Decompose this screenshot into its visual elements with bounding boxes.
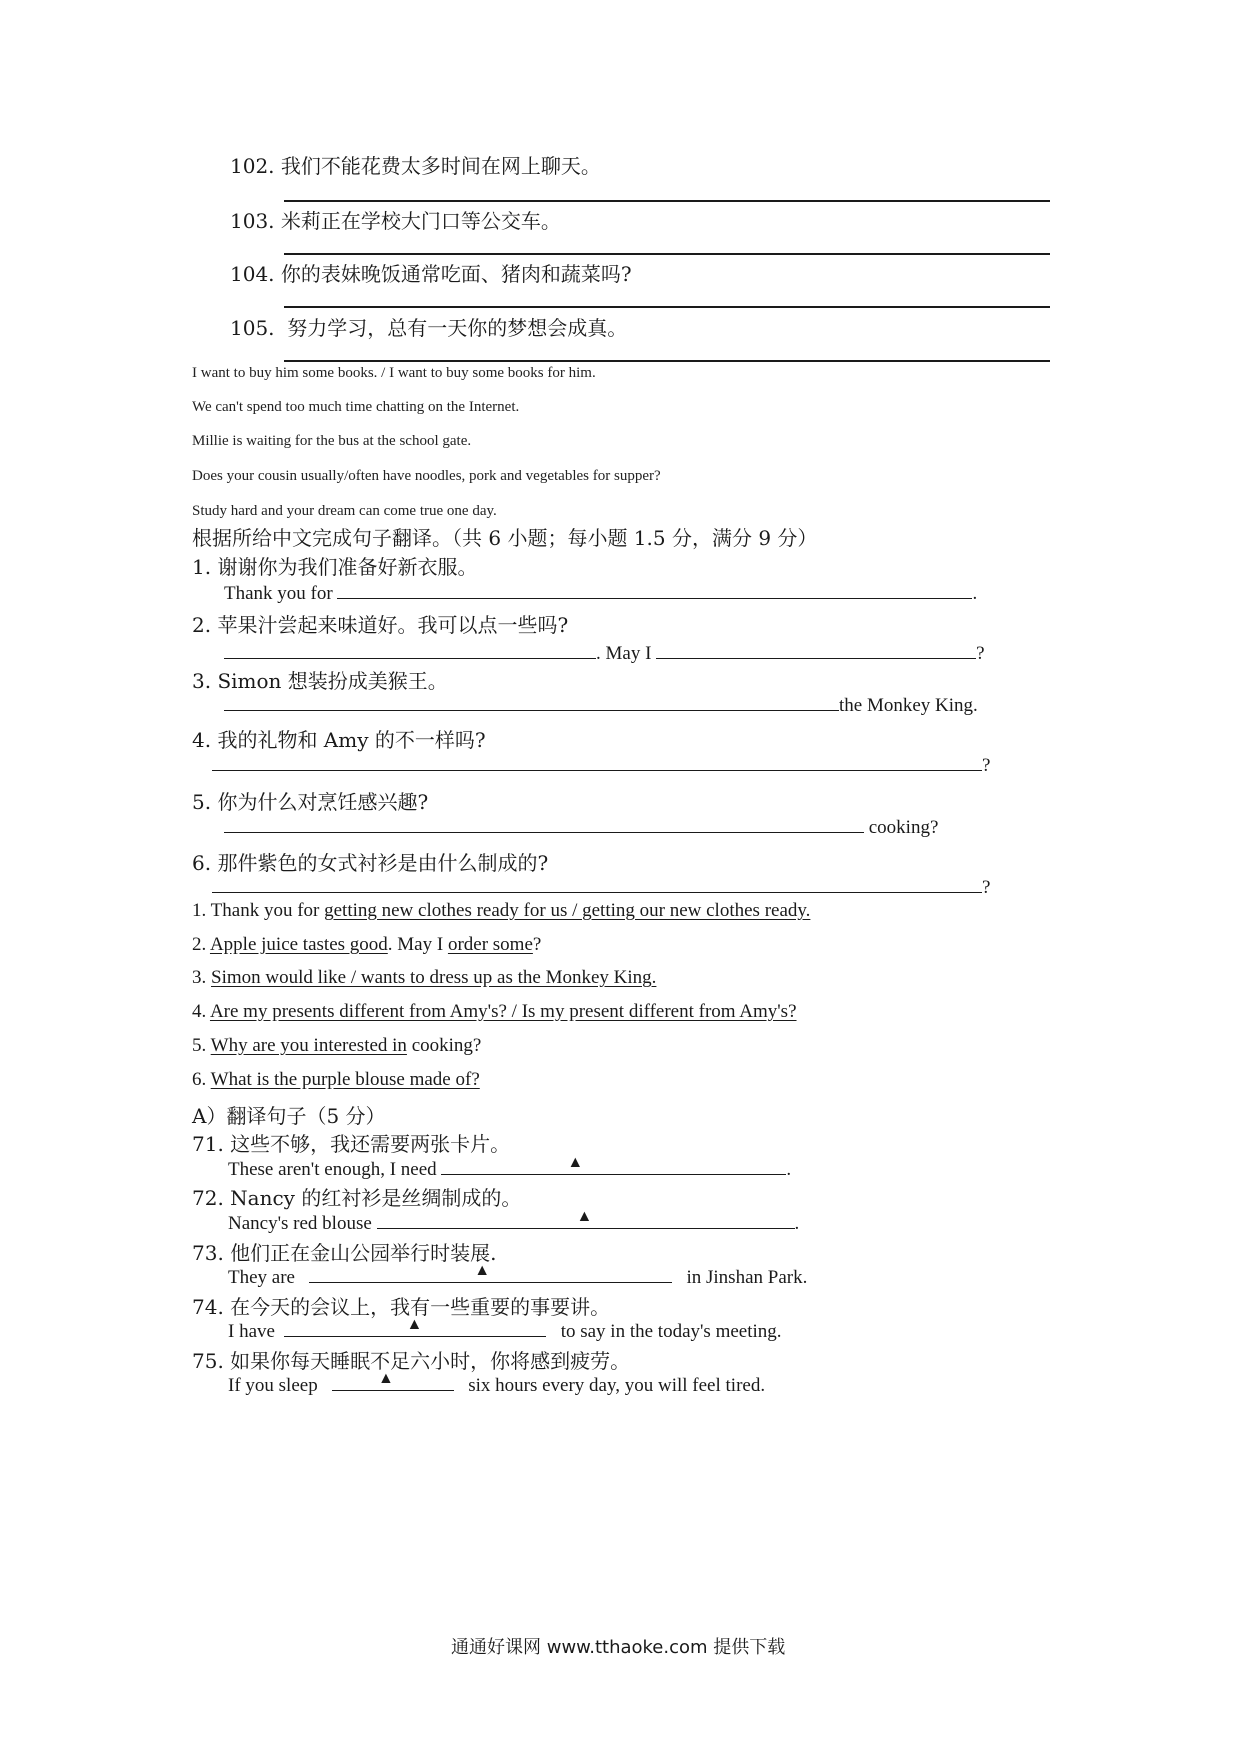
q71-suffix: . <box>786 1159 792 1180</box>
p2-answer-2-underlined-2: order some <box>447 934 533 955</box>
p2-answer-2-prefix: 2. <box>192 934 210 955</box>
q72-blank[interactable] <box>377 1210 795 1229</box>
q103-number: 103. <box>230 209 275 233</box>
q102-text: 我们不能花费太多时间在网上聊天。 <box>280 154 601 178</box>
q74-chinese: 74. 在今天的会议上，我有一些重要的事要讲。 <box>192 1295 611 1319</box>
p2-q4-suffix: ? <box>982 755 991 776</box>
q74-suffix: to say in the today's meeting. <box>560 1321 782 1342</box>
p2-q3-chinese: 3. Simon 想装扮成美猴王。 <box>192 669 448 693</box>
p2-answer-6 <box>192 1069 480 1091</box>
p2-answer-4-prefix: 4. <box>192 1001 210 1022</box>
p2-answer-1-underlined: getting new clothes ready for us / getting our new clothes ready. <box>324 900 811 921</box>
p2-q4-chinese: 4. 我的礼物和 Amy 的不一样吗? <box>192 728 486 752</box>
p2-q6-chinese: 6. 那件紫色的女式衬衫是由什么制成的? <box>192 851 549 875</box>
p2-answer-5-underlined: Why are you interested in <box>210 1035 407 1056</box>
p2-q6-english <box>212 874 990 899</box>
p2-q5-suffix: cooking? <box>868 817 939 838</box>
part3-heading: A）翻译句子（5 分） <box>192 1104 386 1128</box>
part1-answer-3: Millie is waiting for the bus at the school gate. <box>192 433 472 449</box>
q75-chinese: 75. 如果你每天睡眠不足六小时，你将感到疲劳。 <box>192 1349 631 1373</box>
q73-prefix: They are <box>228 1267 295 1288</box>
p2-answer-2-underlined-1: Apple juice tastes good <box>209 934 388 955</box>
p2-q1-suffix: . <box>972 583 978 604</box>
q73-chinese: 73. 他们正在金山公园举行时装展. <box>192 1241 497 1265</box>
p2-answer-1-prefix: 1. Thank you for <box>192 900 325 921</box>
q103-answer-line <box>284 253 1050 255</box>
q73-triangle-marker: ▲ <box>474 1262 491 1279</box>
q104-number: 104. <box>230 262 275 286</box>
p2-q2-mid: . May I <box>596 643 652 664</box>
p2-answer-5 <box>192 1035 481 1057</box>
part1-answer-2: We can't spend too much time chatting on the Internet. <box>192 399 520 415</box>
q72-triangle-marker: ▲ <box>576 1208 593 1225</box>
q75-triangle-marker: ▲ <box>377 1370 394 1387</box>
p2-q6-suffix: ? <box>982 877 991 898</box>
q72-prefix: Nancy's red blouse <box>228 1213 372 1234</box>
q103 <box>230 205 561 234</box>
q73-blank[interactable] <box>309 1264 672 1283</box>
p2-q3-english <box>224 692 978 717</box>
q73-english <box>228 1264 807 1289</box>
p2-q3-blank[interactable] <box>224 692 839 711</box>
q71-triangle-marker: ▲ <box>567 1154 584 1171</box>
p2-answer-1 <box>192 900 810 922</box>
q104 <box>230 258 632 287</box>
q72-english <box>228 1210 799 1235</box>
q102-number: 102. <box>230 154 275 178</box>
q103-text: 米莉正在学校大门口等公交车。 <box>280 209 561 233</box>
footer-download-note: 通通好课网 www.tthaoke.com 提供下载 <box>451 1637 786 1658</box>
p2-answer-3 <box>192 967 656 989</box>
q104-answer-line <box>284 306 1050 308</box>
p2-q4-english <box>212 752 990 777</box>
p2-q1-blank[interactable] <box>337 580 972 599</box>
q73-suffix: in Jinshan Park. <box>686 1267 808 1288</box>
q75-blank[interactable] <box>332 1372 454 1391</box>
p2-q5-english <box>224 814 938 839</box>
p2-answer-4 <box>192 1001 797 1023</box>
q105-answer-line <box>284 360 1050 362</box>
q74-blank[interactable] <box>284 1318 546 1337</box>
p2-answer-5-suffix: cooking? <box>406 1035 482 1056</box>
q102-answer-line <box>284 200 1050 202</box>
q105 <box>230 312 627 341</box>
p2-answer-5-prefix: 5. <box>192 1035 211 1056</box>
q72-chinese: 72. Nancy 的红衬衫是丝绸制成的。 <box>192 1186 522 1210</box>
p2-answer-6-underlined: What is the purple blouse made of? <box>210 1069 480 1090</box>
p2-q3-suffix: the Monkey King. <box>839 695 978 716</box>
p2-q2-blank-2[interactable] <box>656 640 976 659</box>
q74-prefix: I have <box>228 1321 275 1342</box>
p2-q2-chinese: 2. 苹果汁尝起来味道好。我可以点一些吗? <box>192 613 569 637</box>
p2-q2-english <box>224 640 985 665</box>
q71-english <box>228 1156 791 1181</box>
q105-text: 努力学习，总有一天你的梦想会成真。 <box>287 316 628 340</box>
p2-answer-4-underlined: Are my presents different from Amy's? / Is my present different from Amy's? <box>209 1001 797 1022</box>
q102 <box>230 150 601 179</box>
part2-heading: 根据所给中文完成句子翻译。（共 6 小题；每小题 1.5 分，满分 9 分） <box>192 526 818 550</box>
p2-q1-english <box>224 580 977 605</box>
q75-english <box>228 1372 765 1397</box>
part1-answer-4: Does your cousin usually/often have noodles, pork and vegetables for supper? <box>192 468 661 484</box>
p2-answer-3-underlined: Simon would like / wants to dress up as the Monkey King. <box>211 967 657 988</box>
p2-q1-chinese: 1. 谢谢你为我们准备好新衣服。 <box>192 555 478 579</box>
p2-answer-2-mid: . May I <box>387 934 448 955</box>
q71-blank[interactable] <box>441 1156 786 1175</box>
p2-q4-blank[interactable] <box>212 752 982 771</box>
q74-english <box>228 1318 782 1343</box>
p2-q5-blank[interactable] <box>224 814 864 833</box>
p2-answer-6-prefix: 6. <box>192 1069 211 1090</box>
p2-q2-suffix: ? <box>976 643 985 664</box>
p2-q2-blank-1[interactable] <box>224 640 596 659</box>
part1-answer-1: I want to buy him some books. / I want to buy some books for him. <box>192 365 596 381</box>
q75-prefix: If you sleep <box>228 1375 318 1396</box>
q105-number: 105. <box>230 316 275 340</box>
p2-answer-2 <box>192 934 541 956</box>
p2-answer-2-suffix: ? <box>532 934 542 955</box>
p2-q5-chinese: 5. 你为什么对烹饪感兴趣? <box>192 790 429 814</box>
q74-triangle-marker: ▲ <box>406 1316 423 1333</box>
p2-answer-3-prefix: 3. <box>192 967 211 988</box>
q71-prefix: These aren't enough, I need <box>228 1159 437 1180</box>
q72-suffix: . <box>794 1213 800 1234</box>
part1-answer-5: Study hard and your dream can come true one day. <box>192 503 497 519</box>
q75-suffix: six hours every day, you will feel tired. <box>468 1375 766 1396</box>
p2-q6-blank[interactable] <box>212 874 982 893</box>
q71-chinese: 71. 这些不够，我还需要两张卡片。 <box>192 1132 511 1156</box>
p2-q1-prefix: Thank you for <box>224 583 333 604</box>
q104-text: 你的表妹晚饭通常吃面、猪肉和蔬菜吗? <box>280 262 632 286</box>
